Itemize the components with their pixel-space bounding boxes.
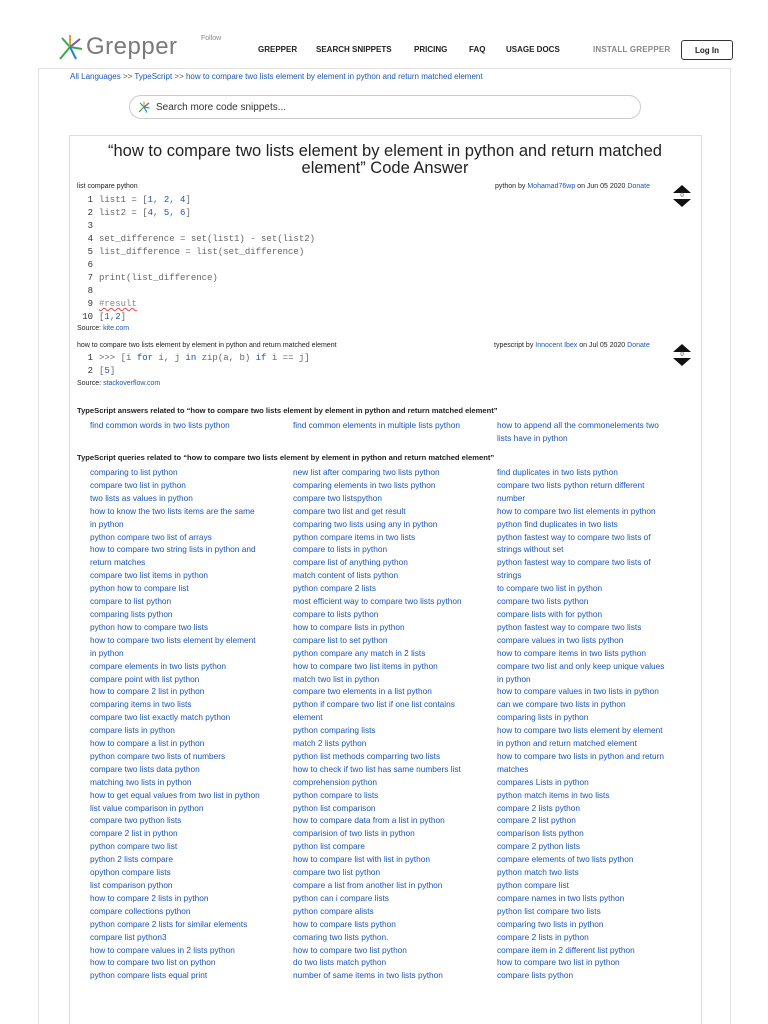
related-query-link[interactable]: most efficient way to compare two lists python [293, 596, 462, 607]
search-bar[interactable] [129, 95, 641, 119]
related-query-link[interactable]: how to get equal values from two list in python [90, 789, 260, 800]
breadcrumb-language[interactable]: TypeScript [134, 72, 173, 81]
answer-author-link[interactable]: Mohamad76wp [527, 183, 576, 190]
related-query-link[interactable]: python list compare [293, 841, 365, 852]
related-query-link[interactable]: python match two lists [497, 867, 579, 878]
related-query-link[interactable]: compare values in two lists python [497, 634, 624, 645]
related-query-link[interactable]: python compare 2 lists for similar elements [90, 918, 248, 929]
related-query-link[interactable]: python compare list [497, 880, 569, 890]
related-query-link[interactable]: python list methods comparring two lists [293, 750, 441, 761]
related-query-link[interactable]: comparison lists python [497, 828, 584, 839]
vote-count: 0 [680, 193, 684, 199]
donate-link[interactable]: Donate [627, 342, 650, 349]
answer-by: by [517, 183, 526, 190]
related-query-link[interactable]: compare 2 lists python [497, 802, 581, 813]
related-query-link[interactable]: python find duplicates in two lists [497, 518, 618, 529]
related-query-link[interactable]: python how to compare two lists [90, 621, 209, 632]
related-query-link[interactable]: strings [497, 570, 522, 581]
related-query-link[interactable]: how to compare two list python [293, 944, 407, 955]
answer-language: typescript [494, 342, 524, 349]
related-query-link[interactable]: how to compare 2 lists in python [90, 892, 209, 903]
source-label: Source: [77, 380, 102, 387]
related-query-link[interactable]: find duplicates in two lists python [497, 467, 618, 477]
related-query-link[interactable]: comparing lists python [90, 608, 173, 619]
related-query-link[interactable]: how to compare two lists element by element [90, 634, 256, 645]
related-query-link[interactable]: matches [497, 763, 529, 774]
related-query-link[interactable]: how to compare two list in python [497, 957, 620, 968]
breadcrumb-current[interactable]: how to compare two lists element by element in python and return matched element [185, 72, 483, 81]
install-grepper-link[interactable]: INSTALL GREPPER [593, 45, 671, 54]
related-query-link[interactable]: element [293, 712, 323, 723]
frame-left-border [38, 68, 39, 1024]
related-query-link[interactable]: python can i compare lists [293, 892, 389, 903]
related-query-link[interactable]: how to compare items in two lists python [497, 647, 646, 658]
related-query-link[interactable]: comparing two lists in python [497, 918, 604, 929]
related-query-link[interactable]: to compare two list in python [497, 583, 603, 594]
grepper-logo-icon [56, 33, 84, 61]
related-answer-link[interactable]: how to append all the commonelements two [497, 420, 659, 430]
downvote-icon[interactable] [673, 358, 691, 366]
related-query-link[interactable]: how to compare values in two lists in python [497, 686, 659, 697]
related-query-link[interactable]: list comparison python [90, 880, 173, 890]
related-query-link[interactable]: compare two list items in python [90, 570, 209, 581]
related-query-link[interactable]: do two lists match python [293, 957, 387, 968]
related-query-link[interactable]: how to compare 2 list in python [90, 686, 205, 697]
related-query-link[interactable]: compare to lists in python [293, 544, 388, 555]
related-query-link[interactable]: python compare to lists [293, 789, 379, 800]
related-query-link[interactable]: number [497, 492, 526, 503]
related-query-link[interactable]: compare item in 2 different list python [497, 944, 635, 955]
related-answer-link[interactable]: lists have in python [497, 432, 568, 443]
answer-meta [495, 183, 650, 190]
related-query-link[interactable]: how to compare two lists element by element [497, 725, 663, 736]
related-query-link[interactable]: compare two list and only keep unique values [497, 660, 665, 671]
related-query-link[interactable]: compare list to set python [293, 634, 388, 645]
related-query-link[interactable]: python 2 lists compare [90, 854, 174, 865]
related-query-link[interactable]: compare two lists data python [90, 763, 200, 774]
related-query-link[interactable]: how to compare two list elements in python [497, 505, 656, 516]
related-answer-link[interactable]: find common elements in multiple lists python [293, 420, 460, 430]
related-query-link[interactable]: python compare alists [293, 905, 374, 916]
related-query-link[interactable]: how to compare list with list in python [293, 854, 430, 865]
related-query-link[interactable]: in python and return matched element [497, 738, 637, 749]
related-query-link[interactable]: match two list in python [293, 673, 380, 684]
breadcrumb-all-languages[interactable]: All Languages [70, 72, 121, 81]
related-query-link[interactable]: python match items in two lists [497, 789, 610, 800]
related-query-link[interactable]: compare lists with for python [497, 608, 603, 619]
related-query-link[interactable]: two lists as values in python [90, 492, 193, 503]
code-block: 1 >>> [i for i, j in zip(a, b) if i == j] 2 [5] [87, 353, 310, 376]
related-query-link[interactable]: python how to compare list [90, 583, 189, 594]
related-query-link[interactable]: python compare items in two lists [293, 531, 416, 542]
related-query-link[interactable]: comparing elements in two lists python [293, 479, 436, 490]
related-query-link[interactable]: comparision of two lists in python [293, 828, 415, 839]
grepper-search-icon [138, 101, 150, 113]
related-query-link[interactable]: how to compare two list items in python [293, 660, 438, 671]
related-query-link[interactable]: compare elements of two lists python [497, 854, 634, 865]
related-query-link[interactable]: compare two elements in a list python [293, 686, 432, 697]
related-query-link[interactable]: compare two list exactly match python [90, 712, 231, 723]
frame-right-border [730, 68, 731, 1024]
related-query-link[interactable]: compare a list from another list in python [293, 880, 443, 890]
queries-column-2 [293, 466, 485, 982]
related-query-link[interactable]: python list comparison [293, 802, 376, 813]
related-query-link[interactable]: compare lists in python [90, 725, 175, 736]
related-query-link[interactable]: comprehension python [293, 776, 377, 787]
related-query-link[interactable]: how to compare a list in python [90, 738, 205, 749]
source-label: Source: [77, 325, 102, 332]
related-query-link[interactable]: python compare 2 lists [293, 583, 377, 594]
related-query-link[interactable]: comaring two lists python. [293, 931, 389, 942]
related-query-link[interactable]: compare lists python [497, 970, 574, 981]
source-link[interactable]: stackoverflow.com [103, 380, 161, 387]
related-query-link[interactable]: python compare any match in 2 lists [293, 647, 426, 658]
downvote-icon[interactable] [673, 199, 691, 207]
related-query-link[interactable]: compare 2 lists in python [497, 931, 589, 942]
related-query-link[interactable]: compare two lists python [497, 596, 589, 607]
related-query-link[interactable]: list value comparison in python [90, 802, 204, 813]
related-query-link[interactable]: how to compare two list on python [90, 957, 216, 968]
related-query-link[interactable]: how to compare two lists in python and return [497, 750, 664, 761]
related-query-link[interactable]: compare elements in two lists python [90, 660, 227, 671]
related-query-link[interactable]: how to compare data from a list in python [293, 815, 445, 826]
related-query-link[interactable]: in python [497, 673, 531, 684]
answer-source [77, 325, 129, 332]
related-answers-heading: TypeScript answers related to “how to compare two lists element by element in python and return matched element” [77, 406, 498, 415]
related-query-link[interactable]: python compare two list [90, 841, 178, 852]
related-query-link[interactable]: compares Lists in python [497, 776, 589, 787]
related-query-link[interactable]: how to compare lists in python [293, 621, 405, 632]
answer-date: on Jun 05 2020 [577, 183, 626, 190]
page-title: “how to compare two lists element by element in python and return matched element” Code Answer [108, 142, 662, 177]
related-query-link[interactable]: in python [90, 647, 124, 658]
related-query-link[interactable]: python fastest way to compare two lists [497, 621, 642, 632]
answer-meta [494, 342, 650, 349]
related-query-link[interactable]: python fastest way to compare two lists of [497, 557, 651, 568]
related-query-link[interactable]: python compare lists equal print [90, 970, 208, 981]
related-query-link[interactable]: comparing to list python [90, 467, 178, 477]
related-query-link[interactable]: python if compare two list if one list contains [293, 699, 455, 710]
related-query-link[interactable]: how to check if two list has same numbers list [293, 763, 461, 774]
grepper-logo[interactable] [56, 33, 178, 61]
nav-usage-docs[interactable]: USAGE DOCS [506, 45, 560, 54]
nav-search-snippets[interactable]: SEARCH SNIPPETS [316, 45, 392, 54]
vote-widget [672, 344, 692, 366]
related-query-link[interactable]: return matches [90, 557, 146, 568]
nav-pricing[interactable]: PRICING [414, 45, 448, 54]
related-query-link[interactable]: compare two listspython [293, 492, 383, 503]
related-query-link[interactable]: how to compare two string lists in python and [90, 544, 256, 555]
related-query-link[interactable]: how to know the two lists items are the same [90, 505, 255, 516]
related-query-link[interactable]: in python [90, 518, 124, 529]
related-query-link[interactable]: compare to list python [90, 596, 172, 607]
related-query-link[interactable]: compare to lists python [293, 608, 379, 619]
queries-column-3 [497, 466, 689, 982]
answer-source [77, 380, 160, 387]
vote-count: 0 [680, 352, 684, 358]
source-link[interactable]: kite.com [103, 325, 130, 332]
related-query-link[interactable]: compare two python lists [90, 815, 182, 826]
related-query-link[interactable]: match content of lists python [293, 570, 399, 581]
related-query-link[interactable]: compare point with list python [90, 673, 200, 684]
top-header [0, 0, 768, 68]
upvote-icon[interactable] [673, 344, 691, 352]
related-query-link[interactable]: compare names in two lists python [497, 892, 625, 903]
related-answer-link[interactable]: find common words in two lists python [90, 420, 230, 430]
related-query-link[interactable]: comparing two lists using any in python [293, 518, 438, 529]
code-block: 1 list1 = [1, 2, 4] 2 list2 = [4, 5, 6] 3 4 set_difference = set(list1) - set(list2) 5 list_difference = list(set_difference) 6 7 print(list_difference) 8 9 #result 10 [1,2] [82, 195, 316, 322]
logo-text: Grepper [86, 33, 178, 60]
related-query-link[interactable]: compare two list in python [90, 479, 186, 490]
related-queries-heading: TypeScript queries related to “how to compare two lists element by element in python and return matched element” [77, 453, 495, 462]
related-query-link[interactable]: python compare two list of arrays [90, 531, 212, 542]
nav-faq[interactable]: FAQ [469, 45, 486, 54]
breadcrumb [70, 72, 483, 81]
related-query-link[interactable]: compare list python3 [90, 931, 167, 942]
answer-by: by [525, 342, 534, 349]
related-query-link[interactable]: compare two list python [293, 867, 381, 878]
related-query-link[interactable]: opython compare lists [90, 867, 171, 878]
related-query-link[interactable]: compare two list and get result [293, 505, 406, 516]
related-query-link[interactable]: python fastest way to compare two lists of [497, 531, 651, 542]
related-query-link[interactable]: can we compare two lists in python [497, 699, 626, 710]
answer-date: on Jul 05 2020 [579, 342, 626, 349]
related-query-link[interactable]: matching two lists in python [90, 776, 192, 787]
breadcrumb-separator: >> [174, 72, 184, 81]
header-divider [38, 68, 730, 69]
donate-link[interactable]: Donate [627, 183, 650, 190]
related-query-link[interactable]: new list after comparing two lists python [293, 467, 440, 477]
related-query-link[interactable]: compare two lists python return different [497, 479, 645, 490]
related-query-link[interactable]: match 2 lists python [293, 738, 367, 749]
related-query-link[interactable]: compare 2 list python [497, 815, 576, 826]
related-query-link[interactable]: compare 2 python lists [497, 841, 581, 852]
related-query-link[interactable]: comparing items in two lists [90, 699, 192, 710]
answer-language: python [495, 183, 517, 190]
upvote-icon[interactable] [673, 185, 691, 193]
related-query-link[interactable]: strings without set [497, 544, 564, 555]
search-input[interactable] [156, 102, 616, 113]
breadcrumb-separator: >> [122, 72, 133, 81]
answer-author-link[interactable]: Innocent Ibex [535, 342, 578, 349]
related-query-link[interactable]: python compare two lists of numbers [90, 750, 226, 761]
vote-widget [672, 185, 692, 207]
related-query-link[interactable]: comparing lists in python [497, 712, 589, 723]
follow-link[interactable]: Follow [201, 35, 222, 42]
related-query-link[interactable]: how to compare lists python [293, 918, 396, 929]
related-query-link[interactable]: how to compare values in 2 lists python [90, 944, 235, 955]
related-query-link[interactable]: python comparing lists [293, 725, 376, 736]
related-query-link[interactable]: number of same items in two lists python [293, 970, 443, 981]
related-query-link[interactable]: compare list of anything python [293, 557, 408, 568]
related-query-link[interactable]: compare collections python [90, 905, 191, 916]
nav-grepper[interactable]: GREPPER [258, 45, 298, 54]
related-query-link[interactable]: python list compare two lists [497, 905, 601, 916]
answer-label: list compare python [77, 183, 138, 190]
related-query-link[interactable]: compare 2 list in python [90, 828, 178, 839]
queries-column-1 [90, 466, 282, 982]
login-button[interactable]: Log In [681, 40, 733, 60]
answer-label: how to compare two lists element by element in python and return matched element [77, 342, 337, 349]
